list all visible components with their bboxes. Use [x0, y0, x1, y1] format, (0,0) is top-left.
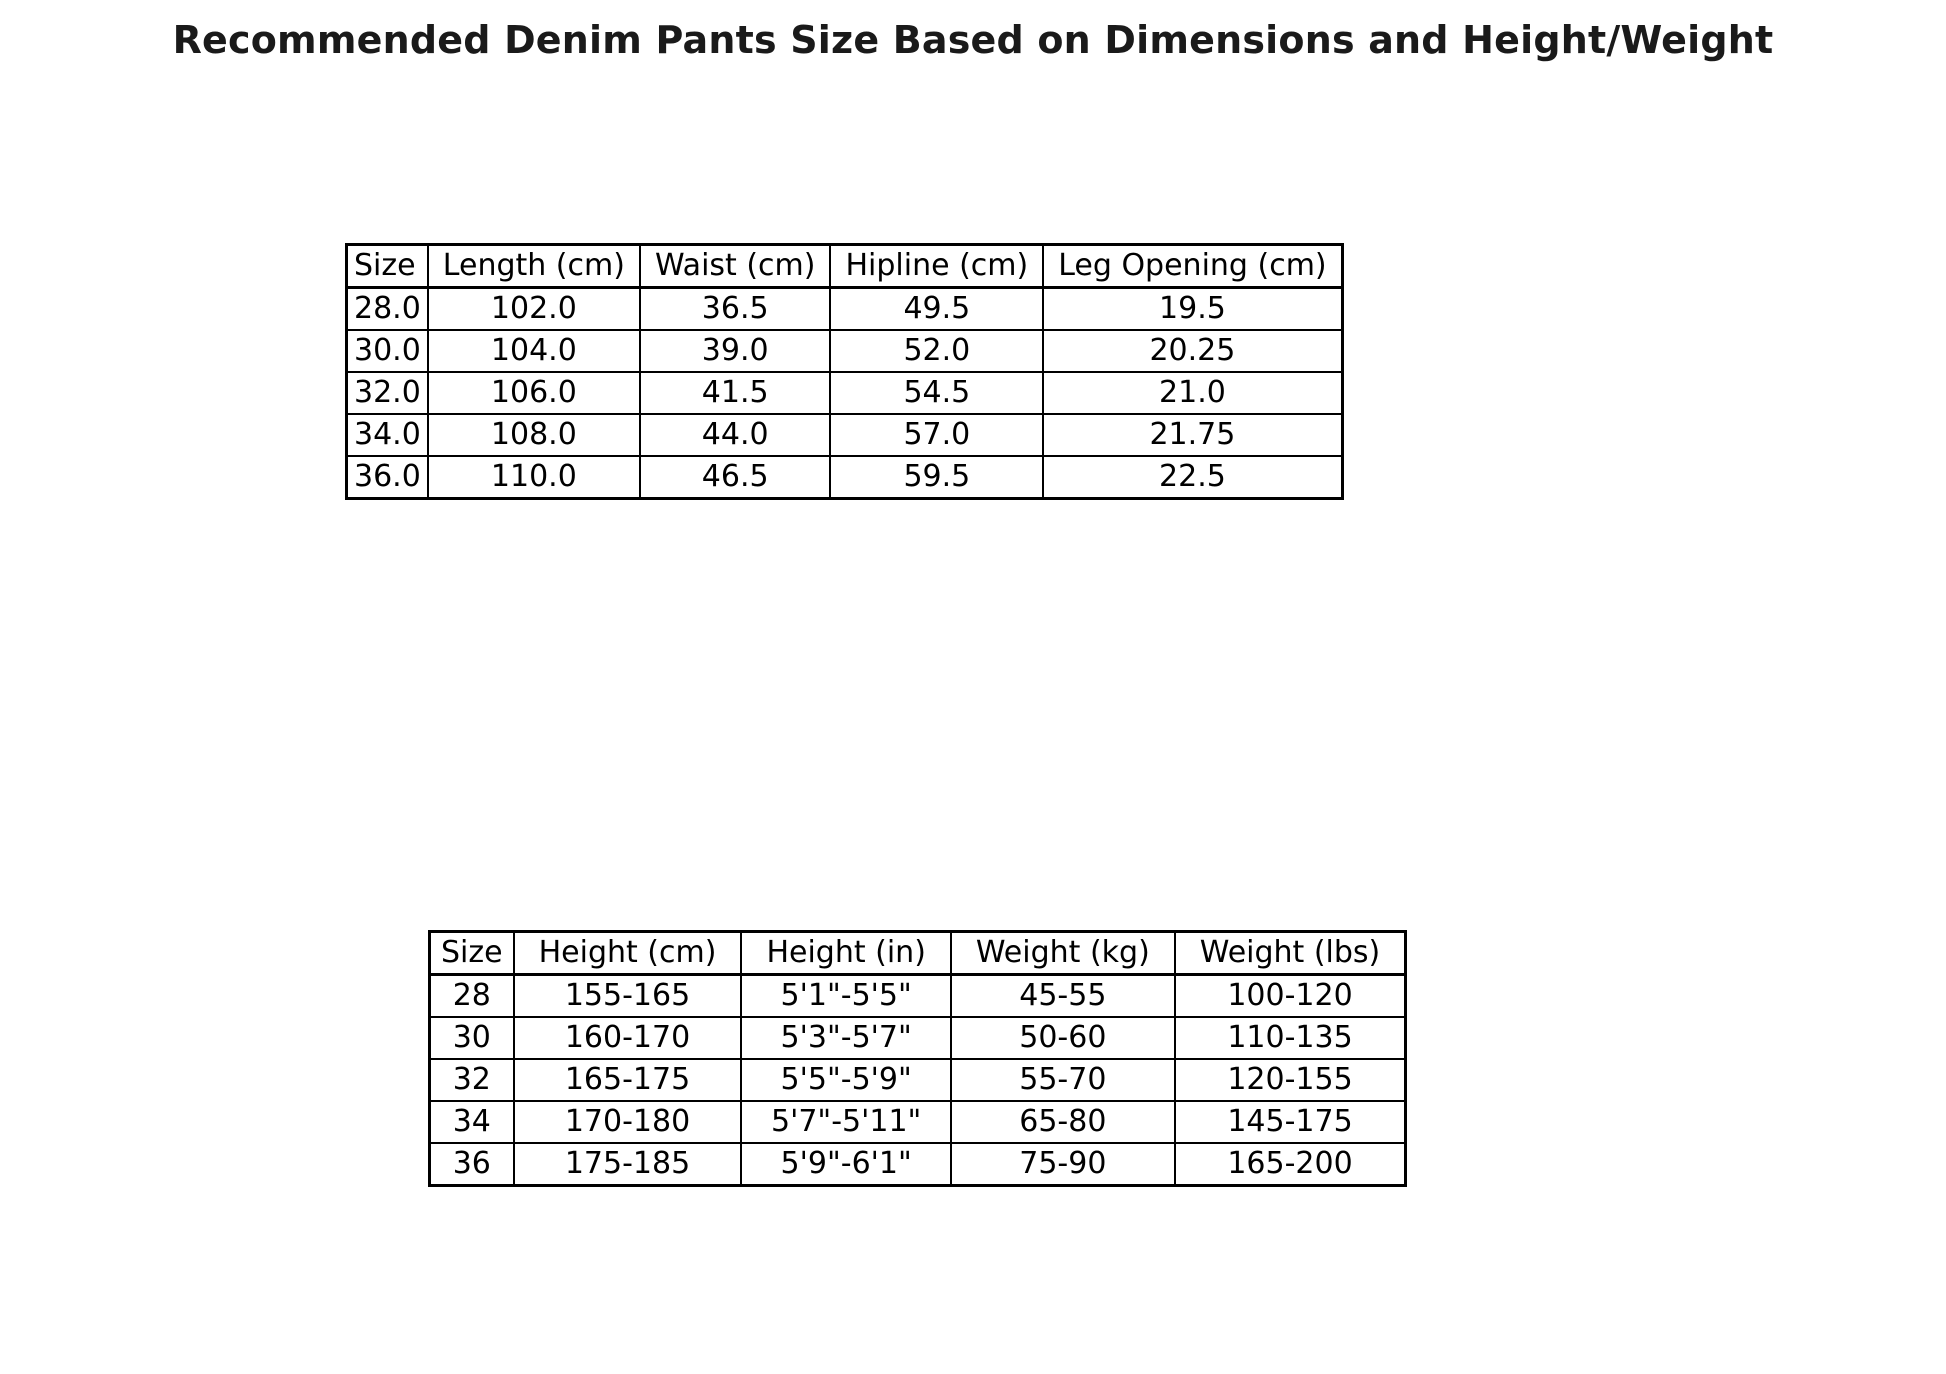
- cell-height-cm: 170-180: [514, 1101, 742, 1143]
- table-row: [347, 372, 1343, 414]
- cell-height-cm: 165-175: [514, 1059, 742, 1101]
- cell-waist: 46.5: [640, 456, 831, 499]
- cell-leg-opening: 22.5: [1043, 456, 1342, 499]
- cell-weight-lbs: 145-175: [1175, 1101, 1406, 1143]
- cell-height-cm: 155-165: [514, 975, 742, 1018]
- cell-weight-kg: 55-70: [951, 1059, 1175, 1101]
- column-header-hipline: Hipline (cm): [830, 245, 1043, 288]
- cell-height-cm: 160-170: [514, 1017, 742, 1059]
- cell-weight-lbs: 165-200: [1175, 1143, 1406, 1186]
- column-header-weight-kg: Weight (kg): [951, 932, 1175, 975]
- cell-size: 32: [430, 1059, 514, 1101]
- table-row: [347, 288, 1343, 331]
- page-title: Recommended Denim Pants Size Based on Dimensions and Height/Weight: [172, 18, 1774, 62]
- dimensions-table-body: [347, 288, 1343, 499]
- cell-hipline: 49.5: [830, 288, 1043, 331]
- cell-hipline: 54.5: [830, 372, 1043, 414]
- cell-waist: 44.0: [640, 414, 831, 456]
- table-row: [430, 1143, 1406, 1186]
- cell-weight-kg: 75-90: [951, 1143, 1175, 1186]
- table-header-row: [347, 245, 1343, 288]
- column-header-weight-lbs: Weight (lbs): [1175, 932, 1406, 975]
- table-row: [347, 330, 1343, 372]
- cell-weight-kg: 45-55: [951, 975, 1175, 1018]
- column-header-length: Length (cm): [428, 245, 640, 288]
- cell-size: 28: [430, 975, 514, 1018]
- column-header-height-cm: Height (cm): [514, 932, 742, 975]
- cell-height-in: 5'1"-5'5": [741, 975, 950, 1018]
- cell-weight-kg: 50-60: [951, 1017, 1175, 1059]
- cell-leg-opening: 20.25: [1043, 330, 1342, 372]
- sizing-table-header: [430, 932, 1406, 975]
- dimensions-table-header: [347, 245, 1343, 288]
- cell-size: 36: [430, 1143, 514, 1186]
- cell-hipline: 59.5: [830, 456, 1043, 499]
- cell-size: 28.0: [347, 288, 428, 331]
- cell-height-in: 5'7"-5'11": [741, 1101, 950, 1143]
- cell-size: 30: [430, 1017, 514, 1059]
- sizing-table-body: [430, 975, 1406, 1186]
- cell-weight-lbs: 110-135: [1175, 1017, 1406, 1059]
- table-row: [430, 1059, 1406, 1101]
- cell-height-in: 5'9"-6'1": [741, 1143, 950, 1186]
- column-header-waist: Waist (cm): [640, 245, 831, 288]
- cell-length: 104.0: [428, 330, 640, 372]
- cell-waist: 36.5: [640, 288, 831, 331]
- cell-weight-lbs: 100-120: [1175, 975, 1406, 1018]
- table-row: [347, 456, 1343, 499]
- cell-leg-opening: 19.5: [1043, 288, 1342, 331]
- cell-size: 34.0: [347, 414, 428, 456]
- cell-waist: 41.5: [640, 372, 831, 414]
- cell-length: 108.0: [428, 414, 640, 456]
- cell-leg-opening: 21.75: [1043, 414, 1342, 456]
- table-row: [430, 1101, 1406, 1143]
- cell-hipline: 57.0: [830, 414, 1043, 456]
- cell-length: 102.0: [428, 288, 640, 331]
- cell-length: 106.0: [428, 372, 640, 414]
- cell-waist: 39.0: [640, 330, 831, 372]
- cell-height-cm: 175-185: [514, 1143, 742, 1186]
- sizing-table: [428, 930, 1407, 1187]
- cell-hipline: 52.0: [830, 330, 1043, 372]
- column-header-size: Size: [347, 245, 428, 288]
- sizing-table-container: [428, 930, 1407, 1187]
- cell-size: 30.0: [347, 330, 428, 372]
- table-header-row: [430, 932, 1406, 975]
- cell-weight-kg: 65-80: [951, 1101, 1175, 1143]
- table-row: [347, 414, 1343, 456]
- table-row: [430, 1017, 1406, 1059]
- column-header-leg-opening: Leg Opening (cm): [1043, 245, 1342, 288]
- cell-size: 32.0: [347, 372, 428, 414]
- cell-size: 36.0: [347, 456, 428, 499]
- dimensions-table: [345, 243, 1344, 500]
- cell-height-in: 5'5"-5'9": [741, 1059, 950, 1101]
- cell-weight-lbs: 120-155: [1175, 1059, 1406, 1101]
- cell-size: 34: [430, 1101, 514, 1143]
- cell-height-in: 5'3"-5'7": [741, 1017, 950, 1059]
- cell-leg-opening: 21.0: [1043, 372, 1342, 414]
- dimensions-table-container: [345, 243, 1344, 500]
- column-header-height-in: Height (in): [741, 932, 950, 975]
- cell-length: 110.0: [428, 456, 640, 499]
- column-header-size: Size: [430, 932, 514, 975]
- table-row: [430, 975, 1406, 1018]
